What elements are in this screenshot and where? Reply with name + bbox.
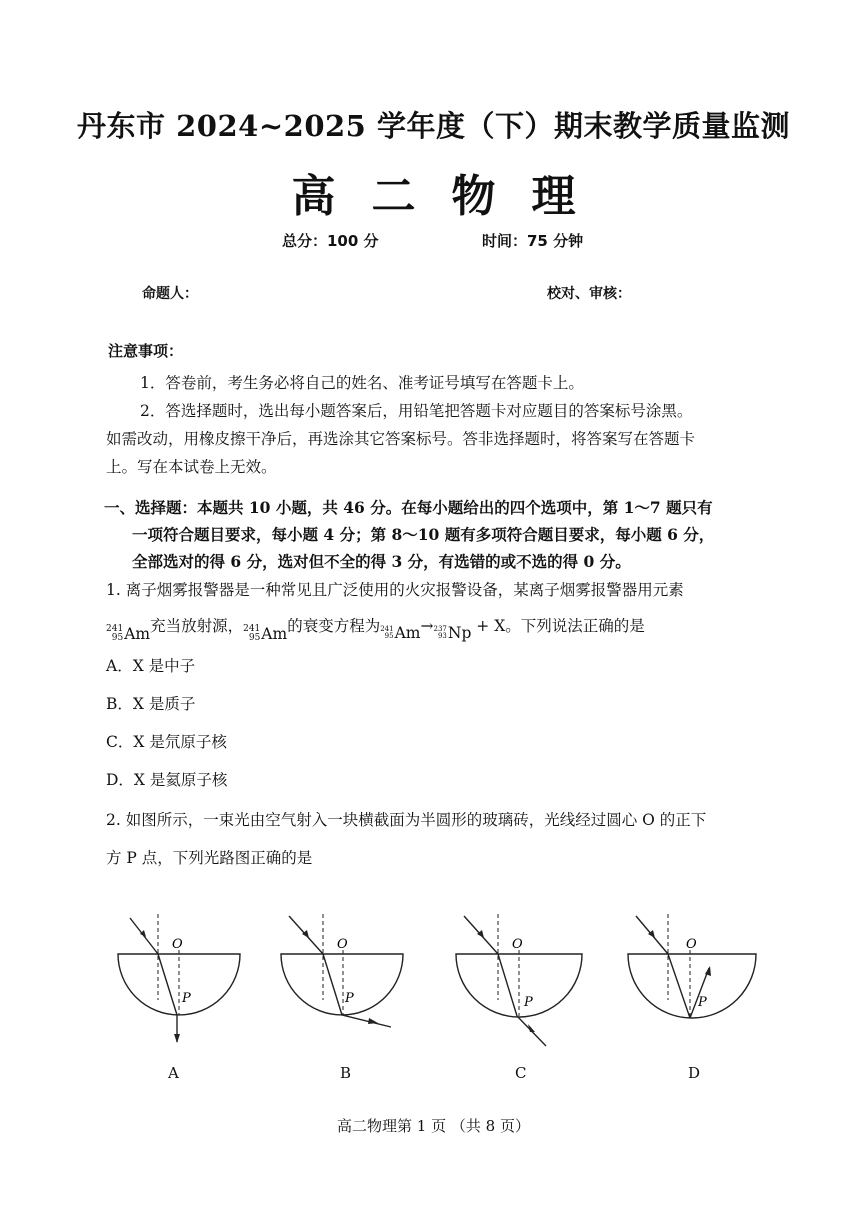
section-line-2: 一项符合题目要求，每小题 4 分；第 8～10 题有多项符合题目要求，每小题 6 分， [132, 525, 715, 544]
q1-option-d: D．X 是氦原子核 [106, 771, 228, 789]
note-item-2-line-3: 上。写在本试卷上无效。 [106, 458, 277, 476]
figure-label-c: C [515, 1064, 527, 1082]
q1-option-c: C．X 是氘原子核 [106, 733, 227, 751]
svg-text:P: P [345, 991, 354, 1006]
svg-text:P: P [698, 995, 707, 1010]
total-score: 总分：100 分 [282, 232, 379, 250]
exam-title: 丹东市 2024~2025 学年度（下）期末教学质量监测 [77, 109, 790, 143]
figure-d [622, 910, 762, 1050]
svg-text:O: O [686, 937, 697, 952]
point-p-label: P [182, 991, 191, 1006]
page-footer: 高二物理第 1 页 （共 8 页） [337, 1117, 530, 1135]
am-isotope-1: 241 95 Am [106, 624, 151, 643]
q1-line-2: 241 95 Am 充当放射源， 241 95 Am 的衰变方程为 241 95 Am → 237 93 Np + X。下列说法正确的是 [106, 617, 645, 643]
figure-a [110, 910, 250, 1050]
point-o-label: O [172, 937, 183, 952]
figure-label-d: D [688, 1064, 701, 1082]
q2-line-2: 方 P 点，下列光路图正确的是 [106, 849, 313, 867]
svg-text:O: O [337, 937, 348, 952]
am-isotope-2: 241 95 Am [243, 624, 288, 643]
notes-title: 注意事项： [108, 342, 184, 360]
subject-title: 高二物理 [291, 171, 612, 222]
section-line-3: 全部选对的得 6 分，选对但不全的得 3 分，有选错的或不选的得 0 分。 [132, 552, 631, 571]
exam-time: 时间：75 分钟 [482, 232, 584, 250]
np-isotope: 237 93 Np [433, 624, 472, 642]
section-choice-instructions [104, 494, 764, 575]
figure-label-a: A [168, 1064, 179, 1082]
note-item-2-line-1: 2．答选择题时，选出每小题答案后，用铅笔把答题卡对应题目的答案标号涂黑。 [140, 402, 693, 420]
q1-option-b: B．X 是质子 [106, 695, 196, 713]
reviewer-label: 校对、审核： [547, 286, 631, 302]
figure-label-b: B [340, 1064, 352, 1082]
note-item-1: 1．答卷前，考生务必将自己的姓名、准考证号填写在答题卡上。 [140, 374, 584, 392]
q1-line-1: 1. 离子烟雾报警器是一种常见且广泛使用的火灾报警设备，某离子烟雾报警器用元素 [106, 581, 684, 599]
figure-b [275, 910, 415, 1050]
q2-line-1: 2. 如图所示，一束光由空气射入一块横截面为半圆形的玻璃砖，光线经过圆心 O 的正下 [106, 811, 707, 829]
note-item-2-line-2: 如需改动，用橡皮擦干净后，再选涂其它答案标号。答非选择题时，将答案写在答题卡 [106, 430, 696, 448]
section-line-1: 一、选择题：本题共 10 小题，共 46 分。在每小题给出的四个选项中，第 1～7 题只有 [104, 498, 713, 517]
svg-text:P: P [524, 995, 533, 1010]
figure-c [450, 910, 590, 1050]
am-isotope-3: 241 95 Am [380, 624, 421, 642]
author-label: 命题人： [142, 286, 198, 302]
q1-option-a: A．X 是中子 [106, 657, 196, 675]
svg-text:O: O [512, 937, 523, 952]
decay-arrow: → [420, 617, 434, 635]
